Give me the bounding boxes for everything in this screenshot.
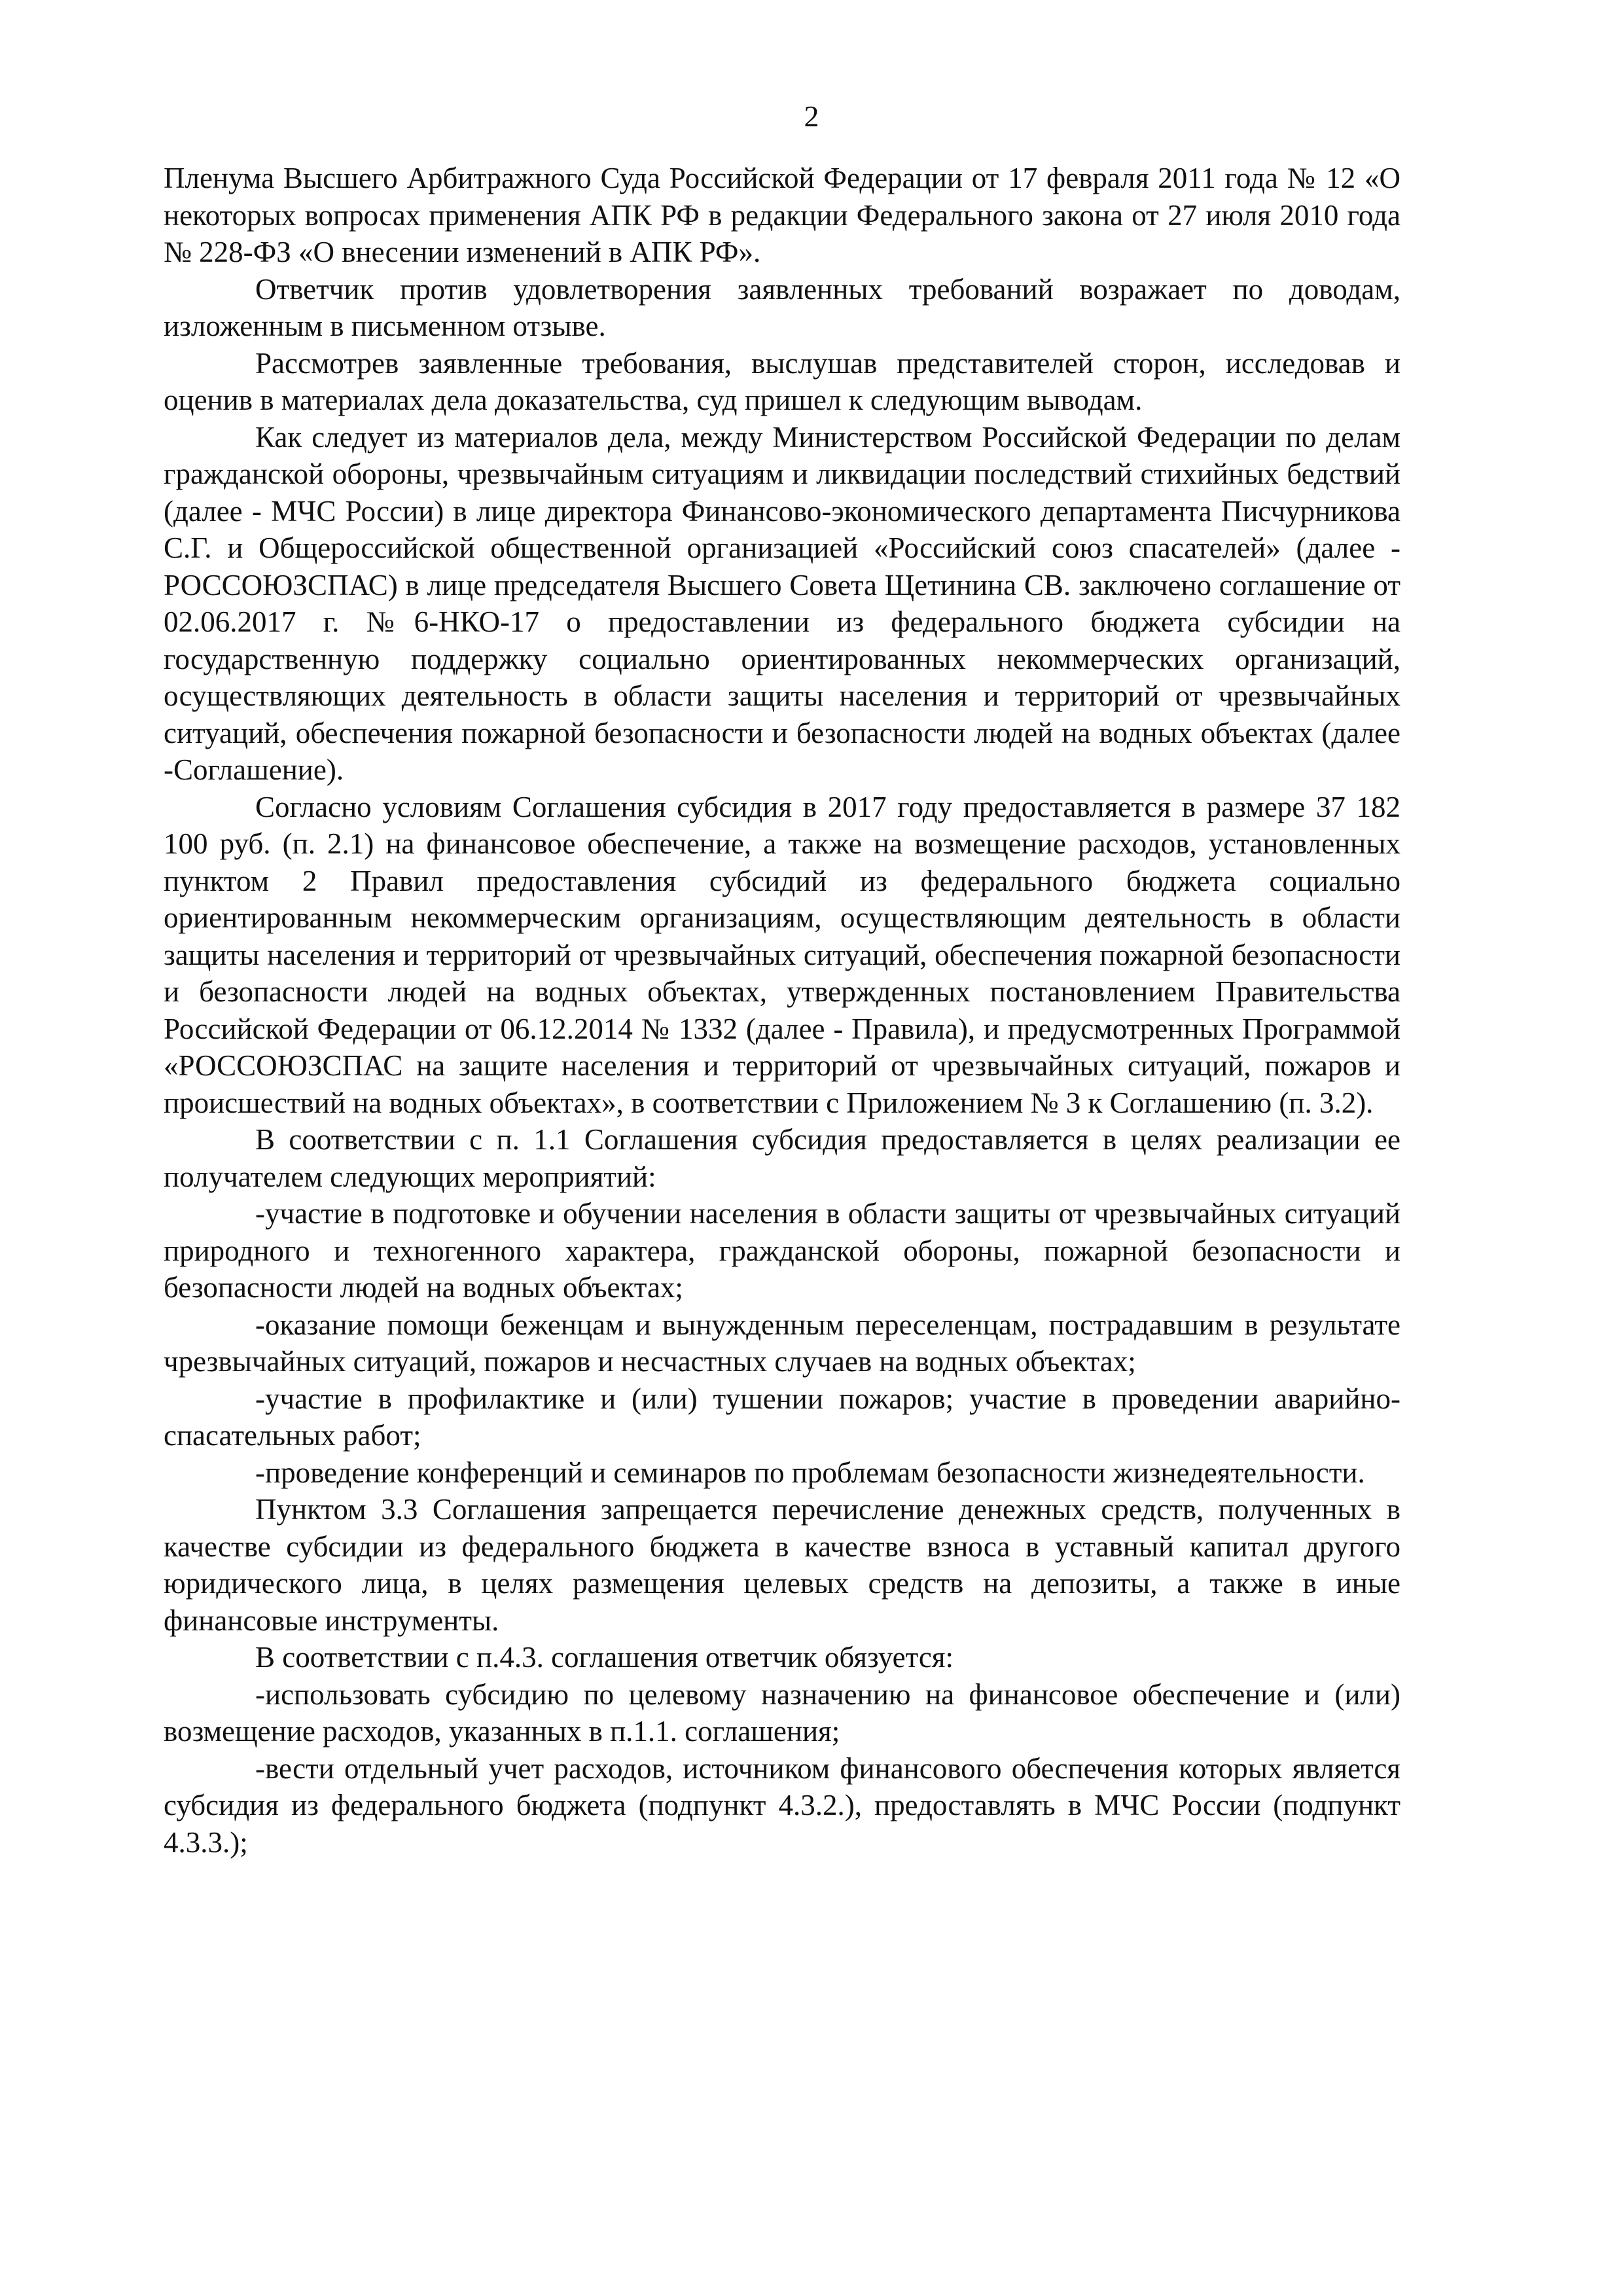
paragraph-4: Как следует из материалов дела, между Министерством Российской Федерации по делам гражданской обороны, чрезвычайным ситуациям и ликвидации последствий стихийных бедствий (далее - МЧС России) в лице директора Финансово-экономического департамента Писчурникова С.Г. и Общероссийской общественной организацией «Российский союз спасателей» (далее - РОССОЮЗСПАС) в лице председателя Высшего Совета Щетинина СВ. заключено соглашение от 02.06.2017 г. №6-НКО-17 о предоставлении из федерального бюджета субсидии на государственную поддержку социально ориентированных некоммерческих организаций, осуществляющих деятельность в области защиты населения и территорий от чрезвычайных ситуаций, обеспечения пожарной безопасности и безопасности людей на водных объектах (далее -Соглашение).: [164, 420, 1400, 786]
document-body: [164, 160, 1400, 1861]
paragraph-7: -участие в подготовке и обучении населения в области защиты от чрезвычайных ситуаций природного и техногенного характера, гражданской обороны, пожарной безопасности и безопасности людей на водных объектах;: [164, 1197, 1400, 1304]
paragraph-12: В соответствии с п.4.3. соглашения ответчик обязуется:: [255, 1641, 954, 1674]
paragraph-13: -использовать субсидию по целевому назначению на финансовое обеспечение и (или) возмещение расходов, указанных в п.1.1. соглашения;: [164, 1677, 1400, 1748]
paragraph-2: Ответчик против удовлетворения заявленных требований возражает по доводам, изложенным в письменном отзыве.: [164, 272, 1400, 342]
paragraph-6: В соответствии с п. 1.1 Соглашения субсидия предоставляется в целях реализации ее получателем следующих мероприятий:: [164, 1123, 1400, 1193]
paragraph-11: Пунктом 3.3 Соглашения запрещается перечисление денежных средств, полученных в качестве субсидии из федерального бюджета в качестве взноса в уставный капитал другого юридического лица, в целях размещения целевых средств на депозиты, а также в иные финансовые инструменты.: [164, 1493, 1400, 1637]
paragraph-14: -вести отдельный учет расходов, источником финансового обеспечения которых является субсидия из федерального бюджета (подпункт 4.3.2.), предоставлять в МЧС России (подпункт 4.3.3.);: [164, 1751, 1400, 1859]
page-number: 2: [804, 99, 819, 133]
paragraph-1: Пленума Высшего Арбитражного Суда Российской Федерации от 17 февраля 2011 года № 12 «О некоторых вопросах применения АПК РФ в редакции Федерального закона от 27 июля 2010 года № 228-ФЗ «О внесении изменений в АПК РФ».: [164, 162, 1400, 268]
paragraph-8: -оказание помощи беженцам и вынужденным переселенцам, пострадавшим в результате чрезвычайных ситуаций, пожаров и несчастных случаев на водных объектах;: [164, 1308, 1400, 1378]
paragraph-3: Рассмотрев заявленные требования, выслушав представителей сторон, исследовав и оценив в материалах дела доказательства, суд пришел к следующим выводам.: [164, 346, 1400, 416]
paragraph-5: Согласно условиям Соглашения субсидия в 2017 году предоставляется в размере 37 182 100 руб. (п. 2.1) на финансовое обеспечение, а также на возмещение расходов, установленных пунктом 2 Правил предоставления субсидий из федерального бюджета социально ориентированным некоммерческим организациям, осуществляющим деятельность в области защиты населения и территорий от чрезвычайных ситуаций, обеспечения пожарной безопасности и безопасности людей на водных объектах, утвержденных постановлением Правительства Российской Федерации от 06.12.2014 № 1332 (далее - Правила), и предусмотренных Программой «РОССОЮЗСПАС на защите населения и территорий от чрезвычайных ситуаций, пожаров и происшествий на водных объектах», в соответствии с Приложением № 3 к Соглашению (п. 3.2).: [164, 790, 1400, 1119]
paragraph-10: -проведение конференций и семинаров по проблемам безопасности жизнедеятельности.: [255, 1456, 1365, 1489]
paragraph-9: -участие в профилактике и (или) тушении пожаров; участие в проведении аварийно-спасательных работ;: [164, 1382, 1400, 1452]
